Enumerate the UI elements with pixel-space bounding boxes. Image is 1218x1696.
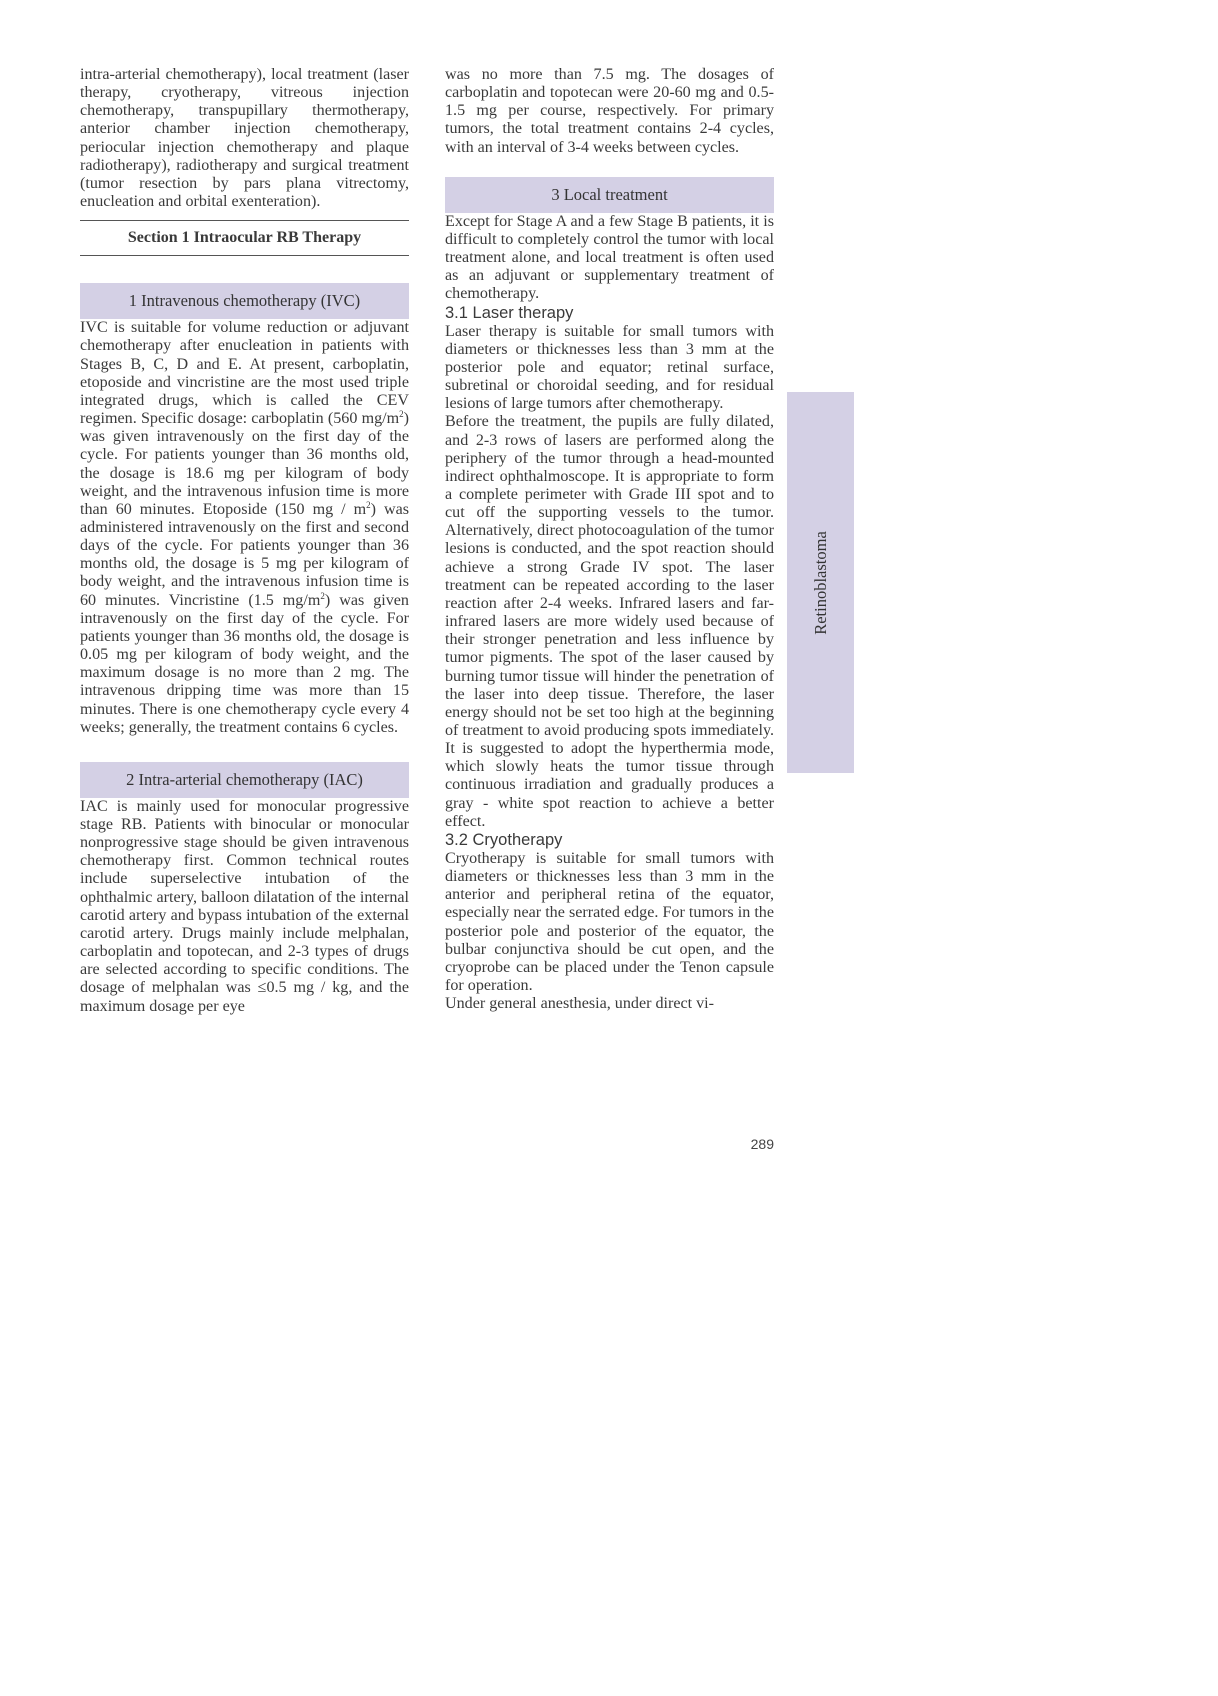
iac-heading: 2 Intra-arterial chemotherapy (IAC) [80, 762, 409, 798]
left-column [80, 66, 409, 1016]
ivc-heading: 1 Intravenous chemotherapy (IVC) [80, 283, 409, 319]
laser-paragraph-1: Laser therapy is suitable for small tumors with diameters or thicknesses less than 3 mm at the posterior pole and equator; retinal surface, subretinal or choroidal seeding, and for residual lesions of large tumors after chemotherapy. [445, 322, 774, 413]
iac-paragraph: IAC is mainly used for monocular progressive stage RB. Patients with binocular or monocular nonprogressive stage should be given intravenous chemotherapy first. Common technical routes include superselective intubation of the ophthalmic artery, balloon dilatation of the internal carotid artery and bypass intubation of the external carotid artery. Drugs mainly include melphalan, carboplatin and topotecan, and 2-3 types of drugs are selected according to specific conditions. The dosage of melphalan was ≤0.5 mg / kg, and the maximum dosage per eye [80, 797, 409, 1015]
right-column [445, 66, 774, 1013]
intro-paragraph: intra-arterial chemotherapy), local treatment (laser therapy, cryotherapy, vitreous injection chemotherapy, transpupillary thermotherapy, anterior chamber injection chemotherapy, periocular injection chemotherapy and plaque radiotherapy), radiotherapy and surgical treatment (tumor resection by pars plana vitrectomy, enucleation and orbital exenteration). [80, 66, 409, 211]
chapter-side-tab [787, 392, 854, 773]
chapter-side-label: Retinoblastoma [810, 530, 830, 635]
laser-paragraph-2: Before the treatment, the pupils are fully dilated, and 2-3 rows of lasers are performed along the periphery of the tumor through a head-mounted indirect ophthalmoscope. It is appropriate to form a complete perimeter with Grade III spot and to cut off the supporting vessels to the tumor. Alternatively, direct photocoagulation of the tumor lesions is conducted, and the spot reaction should achieve a strong Grade IV spot. The laser treatment can be repeated according to the laser reaction after 2-4 weeks. Infrared lasers and far-infrared lasers are more widely used because of their stronger penetration and less influence by tumor pigments. The spot of the laser caused by burning tumor tissue will hinder the penetration of the laser into deep tissue. Therefore, the laser energy should not be set too high at the beginning of treatment to avoid producing spots immediately. It is suggested to adopt the hyperthermia mode, which slowly heats the tumor tissue through continuous irradiation and gradually produces a gray - white spot reaction to achieve a better effect. [445, 413, 774, 830]
laser-therapy-heading: 3.1 Laser therapy [445, 303, 574, 322]
cryotherapy-heading: 3.2 Cryotherapy [445, 830, 563, 849]
local-treatment-heading: 3 Local treatment [445, 177, 774, 213]
continuation-paragraph: was no more than 7.5 mg. The dosages of carboplatin and topotecan were 20-60 mg and 0.5-1.5 mg per course, respectively. For primary tumors, the total treatment contains 2-4 cycles, with an interval of 3-4 weeks between cycles. [445, 66, 774, 156]
cryo-paragraph-2: Under general anesthesia, under direct vi- [445, 995, 715, 1013]
ivc-paragraph: IVC is suitable for volume reduction or adjuvant chemotherapy after enucleation in patients with Stages B, C, D and E. At present, carboplatin, etoposide and vincristine are the most used triple integrated drugs, which is called the CEV regimen. Specific dosage: carboplatin (560 $mg/m^2$) was given intravenously on the first day of the cycle. For patients younger than 36 months old, the dosage is 18.6 mg per kilogram of body weight, and the intravenous infusion time is more than 60 minutes. Etoposide (150 mg / $m^2$) was administered intravenously on the first and second days of the cycle. For patients younger than 36 months old, the dosage is 5 mg per kilogram of body weight, and the intravenous infusion time is 60 minutes. Vincristine (1.5 $mg/m^2$) was given intravenously on the first day of the cycle. For patients younger than 36 months old, the dosage is 0.05 mg per kilogram of body weight, and the maximum dosage is no more than 2 mg. The intravenous dripping time was more than 15 minutes. There is one chemotherapy cycle every 4 weeks; generally, the treatment contains 6 cycles. [80, 319, 409, 736]
page-number: 289 [750, 1136, 774, 1152]
section-title: Section 1 Intraocular RB Therapy [80, 220, 409, 256]
local-treatment-paragraph: Except for Stage A and a few Stage B patients, it is difficult to completely control the tumor with local treatment alone, and local treatment is often used as an adjuvant or supplementary treatment of chemotherapy. [445, 212, 774, 303]
cryo-paragraph-1: Cryotherapy is suitable for small tumors with diameters or thicknesses less than 3 mm in the anterior and peripheral retina of the equator, especially near the serrated edge. For tumors in the posterior pole and posterior of the equator, the bulbar conjunctiva should be cut open, and the cryoprobe can be placed under the Tenon capsule for operation. [445, 849, 774, 995]
